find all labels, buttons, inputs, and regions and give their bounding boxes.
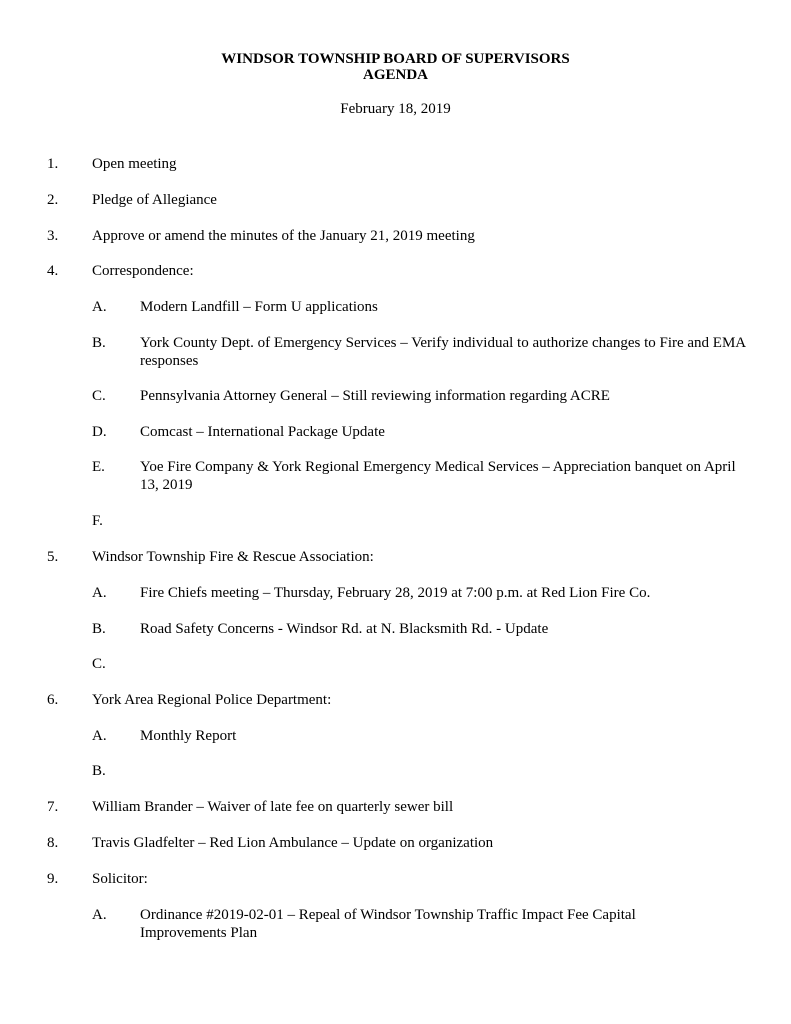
sub-item-label: B. — [92, 621, 106, 637]
agenda-item: William Brander – Waiver of late fee on quarterly sewer bill — [92, 799, 454, 815]
sub-item-label: B. — [92, 763, 106, 779]
item-number: 1. — [47, 156, 59, 172]
item-number: 6. — [47, 692, 59, 708]
meeting-date: February 18, 2019 — [340, 101, 451, 117]
item-number: 3. — [47, 228, 59, 244]
agenda-item: Windsor Township Fire & Rescue Association: — [92, 549, 374, 565]
item-number: 7. — [47, 799, 59, 815]
agenda-item: York Area Regional Police Department: — [92, 692, 332, 708]
sub-item: Ordinance #2019-02-01 – Repeal of Windsor Township Traffic Impact Fee Capital Improvements Plan — [140, 907, 636, 941]
sub-item-label: C. — [92, 388, 106, 404]
sub-item: Fire Chiefs meeting – Thursday, February 28, 2019 at 7:00 p.m. at Red Lion Fire Co. — [140, 585, 651, 601]
sub-item-label: A. — [92, 907, 107, 923]
agenda-item: Correspondence: — [92, 263, 194, 279]
sub-item: Comcast – International Package Update — [140, 424, 385, 440]
sub-item-label: E. — [92, 459, 105, 475]
agenda-item: Solicitor: — [92, 871, 148, 887]
agenda-item: Travis Gladfelter – Red Lion Ambulance – Update on organization — [92, 835, 494, 851]
sub-item: Modern Landfill – Form U applications — [140, 299, 378, 315]
sub-item: Yoe Fire Company & York Regional Emergency Medical Services – Appreciation banquet on April 13, 2019 — [140, 459, 736, 493]
item-number: 9. — [47, 871, 59, 887]
item-number: 4. — [47, 263, 59, 279]
agenda-item: Open meeting — [92, 156, 177, 172]
sub-item-label: A. — [92, 299, 107, 315]
item-number: 2. — [47, 192, 59, 208]
sub-item-label: D. — [92, 424, 107, 440]
sub-item: York County Dept. of Emergency Services – Verify individual to authorize changes to Fire and EMA responses — [140, 335, 746, 369]
item-number: 8. — [47, 835, 59, 851]
sub-item-label: F. — [92, 513, 103, 529]
sub-item-label: A. — [92, 728, 107, 744]
sub-item: Pennsylvania Attorney General – Still reviewing information regarding ACRE — [140, 388, 610, 404]
document-title: WINDSOR TOWNSHIP BOARD OF SUPERVISORS — [221, 51, 570, 67]
item-number: 5. — [47, 549, 59, 565]
agenda-item: Pledge of Allegiance — [92, 192, 217, 208]
sub-item-label: C. — [92, 656, 106, 672]
agenda-item: Approve or amend the minutes of the January 21, 2019 meeting — [92, 228, 475, 244]
sub-item: Monthly Report — [140, 728, 237, 744]
sub-item: Road Safety Concerns - Windsor Rd. at N. Blacksmith Rd. - Update — [140, 621, 549, 637]
sub-item-label: B. — [92, 335, 106, 351]
document-subtitle: AGENDA — [362, 67, 428, 83]
sub-item-label: A. — [92, 585, 107, 601]
